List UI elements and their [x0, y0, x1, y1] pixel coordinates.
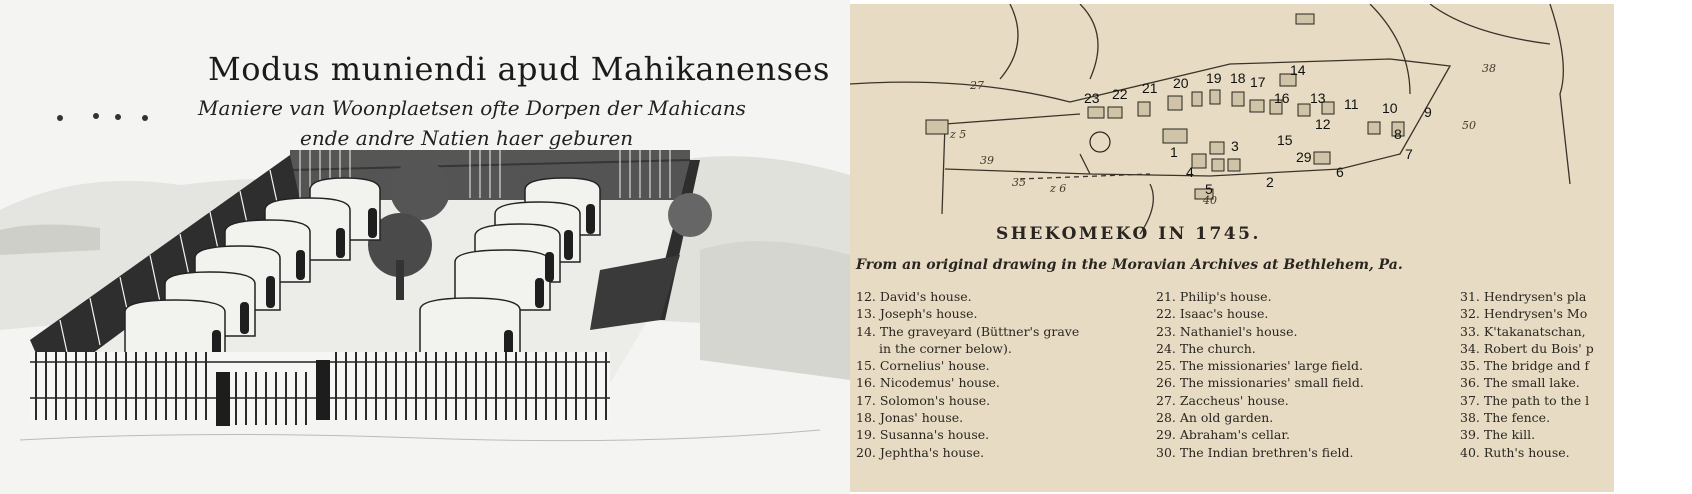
- engraving-subtitle-line1: Maniere van Woonplaetsen ofte Dorpen der Mahicans: [198, 96, 746, 120]
- svg-text:40: 40: [1203, 194, 1217, 207]
- legend-entry: 15. Cornelius' house.: [856, 358, 990, 374]
- map-number-label: 3: [1231, 138, 1239, 154]
- svg-text:z 6: z 6: [1050, 182, 1067, 195]
- svg-text:50: 50: [1462, 119, 1476, 132]
- legend-entry: 12. David's house.: [856, 289, 972, 304]
- legend-entry: 29. Abraham's cellar.: [1156, 427, 1290, 443]
- legend-entry: 27. Zaccheus' house.: [1156, 392, 1289, 408]
- legend-entry: 24. The church.: [1156, 340, 1256, 356]
- legend-entry: 33. K'takanatschan,: [1460, 323, 1586, 339]
- map-number-label: 17: [1250, 74, 1266, 90]
- legend-entry: 31. Hendrysen's pla: [1460, 289, 1587, 304]
- map-number-label: 10: [1382, 100, 1398, 116]
- legend-entry: 40. Ruth's house.: [1460, 444, 1570, 460]
- engraving-title: Modus muniendi apud Mahikanenses: [208, 50, 830, 88]
- legend-column-2: [1156, 288, 1364, 461]
- legend-entry: 36. The small lake.: [1460, 375, 1580, 391]
- legend-entry: 22. Isaac's house.: [1156, 306, 1269, 322]
- legend-entry: 32. Hendrysen's Mo: [1460, 306, 1588, 322]
- legend-entry: 14. The graveyard (Büttner's grave: [856, 323, 1080, 339]
- map-number-label: 1: [1170, 144, 1178, 160]
- map-caption: From an original drawing in the Moravian Archives at Bethlehem, Pa.: [856, 257, 1403, 273]
- legend-entry: in the corner below).: [879, 340, 1012, 356]
- map-number-label: 7: [1405, 146, 1413, 162]
- map-number-label: 29: [1296, 149, 1312, 165]
- legend-entry: 19. Susanna's house.: [856, 427, 990, 443]
- map-number-label: 21: [1142, 80, 1158, 96]
- svg-text:27: 27: [970, 79, 984, 92]
- legend-entry: 18. Jonas' house.: [856, 410, 964, 426]
- blank-margin: [1614, 0, 1692, 494]
- engraving-subtitle-line2: ende andre Natien haer geburen: [300, 126, 634, 150]
- svg-text:38: 38: [1482, 62, 1496, 75]
- map-number-label: 13: [1310, 90, 1326, 106]
- legend-entry: 38. The fence.: [1460, 410, 1551, 426]
- map-number-label: 16: [1274, 90, 1290, 106]
- legend-entry: 28. An old garden.: [1156, 410, 1274, 426]
- legend-entry: 39. The kill.: [1460, 427, 1536, 443]
- map-number-label: 6: [1336, 164, 1344, 180]
- legend-entry: 34. Robert du Bois' p: [1460, 340, 1594, 356]
- map-number-label: 4: [1186, 164, 1194, 180]
- map-number-label: 20: [1173, 75, 1189, 91]
- map-number-label: 5: [1205, 181, 1213, 197]
- legend-entry: 30. The Indian brethren's field.: [1156, 444, 1354, 460]
- legend-column-1: [856, 288, 1079, 461]
- legend-entry: 20. Jephtha's house.: [856, 444, 985, 460]
- svg-text:z 5: z 5: [950, 128, 967, 141]
- shekomeko-map-page: [850, 4, 1614, 492]
- map-number-label: 22: [1112, 86, 1128, 102]
- map-number-label: 11: [1344, 96, 1359, 112]
- map-number-label: 14: [1290, 62, 1306, 78]
- legend-entry: 13. Joseph's house.: [856, 306, 978, 322]
- map-number-label: 2: [1266, 174, 1274, 190]
- legend-entry: 23. Nathaniel's house.: [1156, 323, 1298, 339]
- map-number-label: 18: [1230, 70, 1246, 86]
- legend-entry: 17. Solomon's house.: [856, 392, 991, 408]
- map-number-label: 8: [1394, 126, 1402, 142]
- svg-text:35: 35: [1012, 176, 1026, 189]
- map-number-label: 19: [1206, 70, 1222, 86]
- legend-entry: 35. The bridge and f: [1460, 358, 1590, 374]
- map-number-label: 12: [1315, 116, 1331, 132]
- map-title: SHEKOMEKO IN 1745.: [996, 224, 1261, 244]
- map-number-label: 15: [1277, 132, 1293, 148]
- legend-entry: 16. Nicodemus' house.: [856, 375, 1000, 391]
- legend-entry: 25. The missionaries' large field.: [1156, 358, 1364, 374]
- legend-column-3: [1460, 288, 1614, 461]
- map-number-label: 23: [1084, 90, 1100, 106]
- legend-entry: 26. The missionaries' small field.: [1156, 375, 1364, 391]
- svg-text:39: 39: [980, 154, 994, 167]
- legend-entry: 21. Philip's house.: [1156, 289, 1272, 304]
- legend-entry: 37. The path to the l: [1460, 392, 1590, 408]
- map-number-label: 9: [1424, 104, 1432, 120]
